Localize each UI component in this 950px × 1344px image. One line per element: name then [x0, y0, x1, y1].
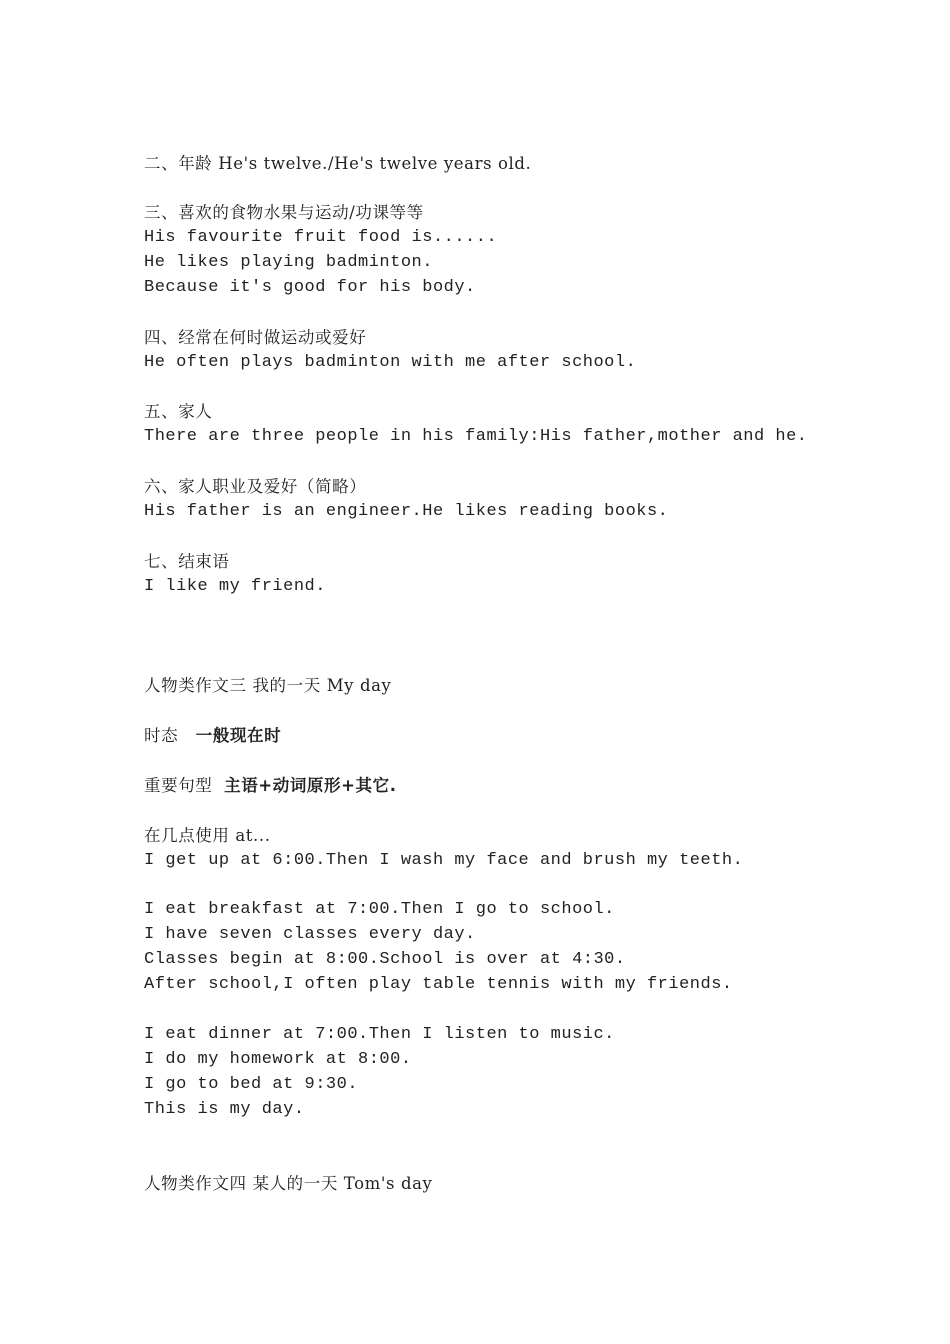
text-line: Because it's good for his body.	[144, 278, 476, 297]
text-line: I like my friend.	[144, 577, 326, 596]
text-line: Classes begin at 8:00.School is over at 4:30.	[144, 950, 626, 969]
essay3-title: 人物类作文三 我的一天 My day	[144, 676, 392, 695]
section-family-jobs-heading: 六、家人职业及爱好（简略）	[144, 477, 367, 496]
text-line: I do my homework at 8:00.	[144, 1050, 412, 1069]
text-line: I get up at 6:00.Then I wash my face and brush my teeth.	[144, 851, 744, 870]
text-line: He likes playing badminton.	[144, 253, 433, 272]
essay3-tense	[144, 724, 281, 748]
text-line: His father is an engineer.He likes reading books.	[144, 502, 669, 521]
section-hobby-time-heading: 四、经常在何时做运动或爱好	[144, 328, 367, 347]
text-line: I go to bed at 9:30.	[144, 1075, 359, 1094]
tense-label: 时态	[144, 726, 179, 745]
section-favourites-heading: 三、喜欢的食物水果与运动/功课等等	[144, 203, 424, 222]
essay4-title: 人物类作文四 某人的一天 Tom's day	[144, 1174, 433, 1193]
section-age: 二、年龄 He's twelve./He's twelve years old.	[144, 154, 532, 173]
pattern-value: 主语+动词原形+其它.	[224, 776, 397, 795]
text-line: I eat dinner at 7:00.Then I listen to music.	[144, 1025, 615, 1044]
tense-value: 一般现在时	[195, 726, 282, 745]
essay3-pattern	[144, 774, 397, 798]
text-line: After school,I often play table tennis with my friends.	[144, 975, 733, 994]
text-line: He often plays badminton with me after school.	[144, 353, 637, 372]
section-ending-heading: 七、结束语	[144, 552, 230, 571]
text-line: This is my day.	[144, 1100, 305, 1119]
text-line: His favourite fruit food is......	[144, 228, 498, 247]
essay3-usage-note: 在几点使用 at...	[144, 826, 271, 845]
section-family-heading: 五、家人	[144, 402, 213, 421]
text-line: I have seven classes every day.	[144, 925, 476, 944]
text-line: I eat breakfast at 7:00.Then I go to school.	[144, 900, 615, 919]
pattern-label: 重要句型	[144, 776, 213, 795]
text-line: There are three people in his family:His father,mother and he.	[144, 427, 808, 446]
